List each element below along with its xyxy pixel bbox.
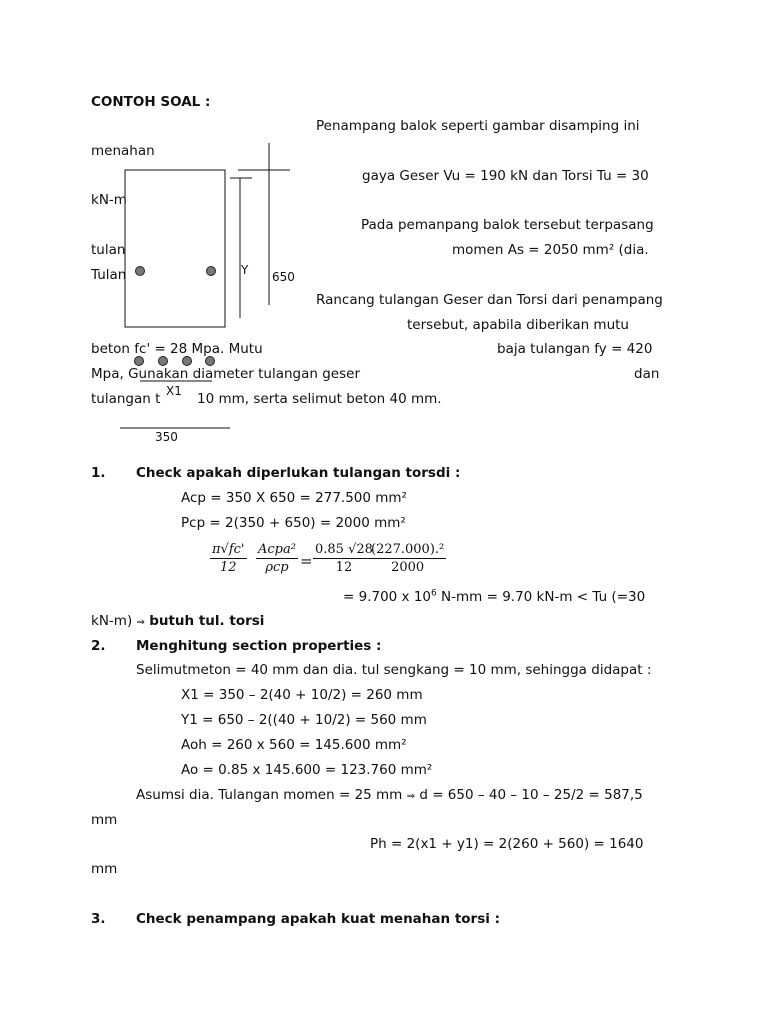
beam-outline — [125, 170, 225, 327]
section-3-number: 3. — [91, 911, 106, 927]
problem-line-12a: tulangan t — [91, 391, 161, 407]
acp-line: Acp = 350 X 650 = 277.500 mm² — [181, 490, 407, 506]
formula-f3-den: 12 — [335, 560, 353, 575]
problem-line-12b: 10 mm, serta selimut beton 40 mm. — [197, 391, 442, 407]
section-1-title: Check apakah diperlukan tulangan torsdi : — [136, 465, 461, 481]
section-1-number: 1. — [91, 465, 106, 481]
bottom-rebar-2 — [159, 357, 168, 366]
ph-line: Ph = 2(x1 + y1) = 2(260 + 560) = 1640 — [370, 836, 644, 852]
problem-line-10a: beton fc' = 28 Mpa. Mutu — [91, 341, 263, 357]
section-2-number: 2. — [91, 638, 106, 654]
problem-line-9: tersebut, apabila diberikan mutu — [407, 317, 629, 333]
asumsi-line — [136, 787, 643, 805]
dim-350-label: 350 — [155, 430, 178, 444]
formula-fraction-1 — [210, 542, 247, 575]
conclusion-part-a: kN-m) — [91, 613, 133, 629]
torsion-threshold-result — [343, 589, 645, 605]
formula-equals: = — [300, 552, 313, 570]
problem-line-3: gaya Geser Vu = 190 kN dan Torsi Tu = 30 — [362, 168, 649, 184]
result-part-a: = 9.700 x 10 — [343, 589, 432, 605]
section-3-title: Check penampang apakah kuat menahan torsi : — [136, 911, 500, 927]
top-rebar-right — [207, 267, 216, 276]
problem-line-2: menahan — [91, 143, 155, 159]
heading: CONTOH SOAL : — [91, 94, 211, 110]
pcp-line: Pcp = 2(350 + 650) = 2000 mm² — [181, 515, 406, 531]
formula-f3-num: 0.85 √28 — [315, 542, 373, 557]
result-part-b: N-mm = 9.70 kN-m < Tu (=30 — [436, 589, 646, 605]
formula-f2-num: Acpa² — [258, 542, 296, 557]
dim-650-label: 650 — [272, 270, 295, 284]
dim-y-label: Y — [241, 263, 249, 277]
mm-unit-2: mm — [91, 861, 118, 877]
formula-fraction-3 — [313, 542, 375, 575]
dim-x1-label: X1 — [166, 384, 182, 398]
problem-line-4: kN-m — [91, 192, 127, 208]
aoh-line: Aoh = 260 x 560 = 145.600 mm² — [181, 737, 407, 753]
bottom-rebar-3 — [183, 357, 192, 366]
problem-line-7: Tulan — [91, 267, 127, 283]
conclusion-part-b: butuh tul. torsi — [149, 613, 265, 629]
formula-f4-num: (227.000).² — [371, 542, 445, 557]
formula-f4-den: 2000 — [391, 560, 425, 575]
problem-line-6a: tulan — [91, 242, 126, 258]
problem-line-10b: baja tulangan fy = 420 — [497, 341, 653, 357]
section-2-title: Menghitung section properties : — [136, 638, 382, 654]
asumsi-part-a: Asumsi dia. Tulangan momen = 25 mm — [136, 787, 403, 803]
problem-line-1: Penampang balok seperti gambar disamping ini — [316, 118, 640, 134]
formula-fraction-4 — [369, 542, 446, 575]
implies-arrow-icon: ⇒ — [136, 617, 145, 628]
bottom-rebar-1 — [135, 357, 144, 366]
bottom-rebar-4 — [206, 357, 215, 366]
x1-line: X1 = 350 – 2(40 + 10/2) = 260 mm — [181, 687, 423, 703]
formula-f2-den: ρcp — [265, 560, 289, 575]
formula-f1-num: π√fc' — [212, 542, 245, 557]
mm-unit-1: mm — [91, 812, 118, 828]
asumsi-part-b: d = 650 – 40 – 10 – 25/2 = 587,5 — [419, 787, 643, 803]
problem-line-11a: Mpa, Gunakan diameter tulangan geser — [91, 366, 360, 382]
top-rebar-left — [136, 267, 145, 276]
problem-line-6b: momen As = 2050 mm² (dia. — [452, 242, 649, 258]
result-exponent: 6 — [431, 588, 437, 599]
problem-line-8: Rancang tulangan Geser dan Torsi dari penampang — [316, 292, 663, 308]
ao-line: Ao = 0.85 x 145.600 = 123.760 mm² — [181, 762, 433, 778]
cover-line: Selimutmeton = 40 mm dan dia. tul sengkang = 10 mm, sehingga didapat : — [136, 662, 652, 678]
problem-line-11b: dan — [634, 366, 660, 382]
problem-line-5: Pada pemanpang balok tersebut terpasang — [361, 217, 654, 233]
formula-f1-den: 12 — [219, 560, 237, 575]
formula-fraction-2 — [256, 542, 298, 575]
y1-line: Y1 = 650 – 2((40 + 10/2) = 560 mm — [181, 712, 427, 728]
torsion-conclusion — [91, 613, 264, 631]
implies-arrow-icon: ⇒ — [406, 791, 416, 802]
